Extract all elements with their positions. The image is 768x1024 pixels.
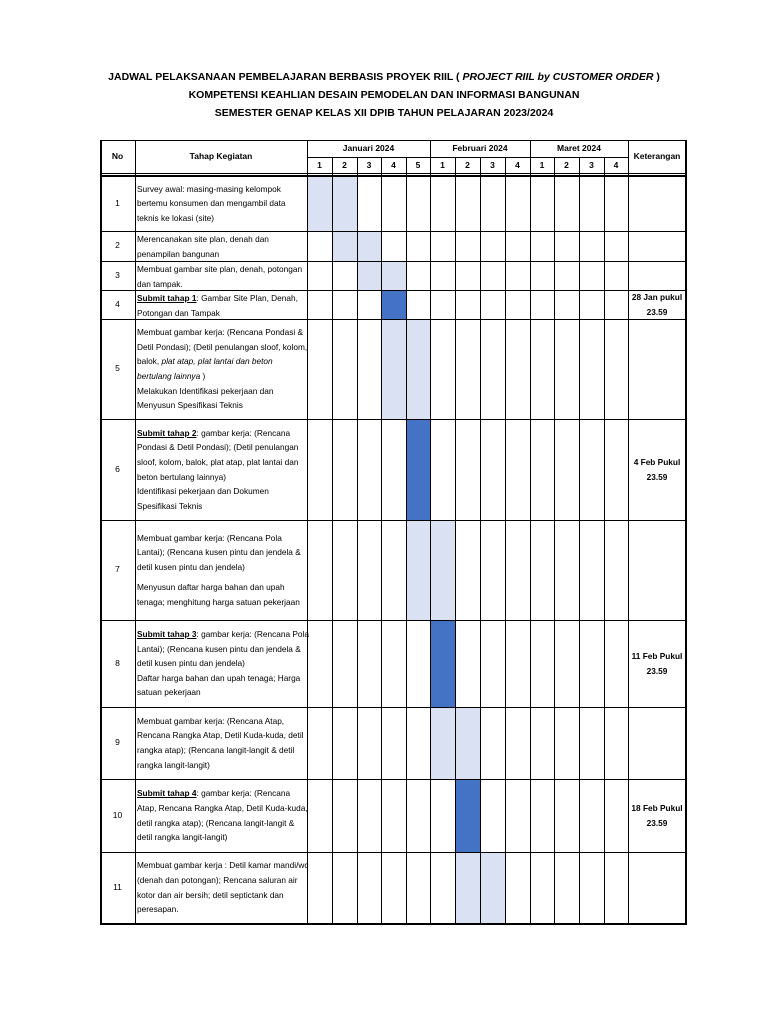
row-number: 5 bbox=[115, 363, 120, 373]
activity-description bbox=[137, 182, 309, 226]
week-divider bbox=[406, 157, 407, 923]
row-divider bbox=[100, 620, 686, 621]
row-number: 7 bbox=[115, 564, 120, 574]
week-divider bbox=[554, 157, 555, 923]
header-month: Februari 2024 bbox=[452, 143, 508, 153]
row-divider bbox=[100, 419, 686, 420]
schedule-bar-submit bbox=[430, 620, 455, 707]
schedule-bar-planned bbox=[332, 231, 357, 261]
table-border bbox=[100, 923, 686, 925]
activity-description bbox=[137, 858, 309, 916]
week-divider bbox=[505, 157, 506, 923]
activity-text: ) bbox=[200, 371, 206, 381]
week-divider bbox=[357, 157, 358, 923]
header-week: 3 bbox=[366, 160, 372, 170]
activity-description bbox=[137, 325, 309, 413]
schedule-bar-planned bbox=[406, 319, 430, 419]
week-divider bbox=[381, 157, 382, 923]
header-month: Maret 2024 bbox=[557, 143, 601, 153]
week-divider bbox=[530, 157, 531, 923]
row-number: 9 bbox=[115, 737, 120, 747]
schedule-bar-planned bbox=[430, 707, 455, 779]
table-border bbox=[100, 140, 686, 141]
activity-text: Membuat gambar kerja : Detil kamar mandi/wc (denah dan potongan); Rencana saluran air kotor dan air bersih; detil septictank dan peresapan. bbox=[137, 860, 309, 915]
header-week: 1 bbox=[317, 160, 322, 170]
submit-stage-label: Submit tahap 3 bbox=[137, 629, 197, 640]
activity-description bbox=[137, 627, 309, 700]
row-number: 2 bbox=[115, 240, 120, 250]
deadline-note: 28 Jan pukul 23.59 bbox=[631, 291, 683, 317]
table-border bbox=[100, 173, 686, 174]
header-week: 3 bbox=[490, 160, 495, 170]
activity-text: Membuat gambar kerja: (Rencana Pola Lantai); (Rencana kusen pintu dan jendela & detil kusen pintu dan jendela) bbox=[137, 532, 301, 572]
header-activity: Tahap Kegiatan bbox=[189, 151, 253, 161]
schedule-bar-submit bbox=[406, 419, 430, 520]
deadline-note: 11 Feb Pukul 23.59 bbox=[631, 650, 683, 676]
activity-text: Survey awal: masing-masing kelompok bertemu konsumen dan mengambil data teknis ke lokasi (site) bbox=[137, 183, 286, 223]
activity-text: : gambar kerja: (Rencana Pola Lantai); (Rencana kusen pintu dan jendela & detil kusen pintu dan jendela) bbox=[137, 629, 309, 669]
deadline-note: 4 Feb Pukul 23.59 bbox=[633, 456, 681, 482]
week-divider bbox=[430, 157, 431, 923]
header-month: Januari 2024 bbox=[342, 143, 395, 153]
week-divider bbox=[332, 157, 333, 923]
header-week: 4 bbox=[391, 160, 396, 170]
schedule-bar-planned bbox=[332, 176, 357, 231]
activity-text: Membuat gambar kerja: (Rencana Atap, Rencana Rangka Atap, Detil Kuda-kuda, detil rangka atap); (Rencana langit-langit & detil rangka langit-langit) bbox=[137, 715, 304, 770]
header-no: No bbox=[111, 151, 124, 161]
schedule-bar-planned bbox=[480, 852, 505, 923]
schedule-bar-submit bbox=[455, 779, 480, 852]
schedule-bar-planned bbox=[381, 319, 406, 419]
schedule-bar-planned bbox=[381, 261, 406, 290]
activity-text: Merencanakan site plan, denah dan penampilan bangunan bbox=[137, 234, 269, 259]
week-divider bbox=[604, 157, 605, 923]
header-week: 4 bbox=[515, 160, 520, 170]
activity-text: Menyusun daftar harga bahan dan upah tenaga; menghitung harga satuan pekerjaan bbox=[137, 582, 300, 607]
table-border bbox=[100, 175, 686, 177]
activity-description bbox=[137, 531, 309, 610]
row-divider bbox=[100, 707, 686, 708]
row-divider bbox=[100, 852, 686, 853]
activity-text: : Gambar Site Plan, Denah, Potongan dan Tampak bbox=[137, 293, 298, 318]
schedule-bar-submit bbox=[381, 290, 406, 319]
submit-stage-label: Submit tahap 1 bbox=[137, 293, 197, 303]
activity-text: Daftar harga bahan dan upah tenaga; Harga satuan pekerjaan bbox=[137, 672, 301, 698]
week-divider bbox=[480, 157, 481, 923]
activity-description bbox=[137, 714, 309, 772]
row-divider bbox=[100, 520, 686, 521]
schedule-bar-planned bbox=[357, 261, 381, 290]
activity-text: Identifikasi pekerjaan dan Dokumen Spesifikasi Teknis bbox=[137, 486, 269, 511]
schedule-bar-planned bbox=[455, 707, 480, 779]
header-week: 2 bbox=[564, 160, 569, 170]
submit-stage-label: Submit tahap 4 bbox=[137, 788, 197, 799]
row-number: 8 bbox=[115, 657, 120, 668]
row-number: 3 bbox=[115, 269, 120, 280]
row-number: 6 bbox=[115, 463, 120, 474]
schedule-bar-planned bbox=[357, 231, 381, 261]
header-week: 4 bbox=[613, 160, 619, 170]
deadline-note: 18 Feb Pukul 23.59 bbox=[631, 802, 683, 828]
submit-stage-label: Submit tahap 2 bbox=[137, 427, 197, 438]
header-week: 1 bbox=[440, 160, 445, 170]
activity-description bbox=[137, 262, 309, 291]
title-line-1: JADWAL PELAKSANAAN PEMBELAJARAN BERBASIS PROYEK RIIL ( PROJECT RIIL by CUSTOMER ORDER ) bbox=[108, 71, 660, 83]
header-week: 5 bbox=[415, 160, 421, 170]
week-divider bbox=[455, 157, 456, 923]
activity-description bbox=[137, 291, 309, 320]
title-line-2: KOMPETENSI KEAHLIAN DESAIN PEMODELAN DAN INFORMASI BANGUNAN bbox=[188, 89, 580, 101]
activity-text: Melakukan Identifikasi pekerjaan dan Menyusun Spesifikasi Teknis bbox=[137, 385, 274, 411]
activity-text: Membuat gambar site plan, denah, potongan dan tampak. bbox=[137, 264, 303, 289]
activity-description bbox=[137, 426, 309, 514]
column-divider bbox=[135, 140, 136, 923]
activity-description bbox=[137, 232, 309, 261]
header-remarks: Keterangan bbox=[633, 151, 681, 161]
schedule-bar-planned bbox=[307, 176, 332, 231]
row-number: 11 bbox=[113, 881, 122, 892]
header-week: 2 bbox=[465, 160, 470, 170]
activity-text: : gambar kerja: (Rencana Atap, Rencana Rangka Atap, Detil Kuda-kuda, detil rangka atap); (Rencana langit-langit & detil rangka langit-langit) bbox=[137, 788, 308, 843]
title-line-3: SEMESTER GENAP KELAS XII DPIB TAHUN PELAJARAN 2023/2024 bbox=[214, 107, 554, 119]
schedule-bar-planned bbox=[406, 520, 430, 620]
activity-description bbox=[137, 786, 309, 844]
row-divider bbox=[100, 779, 686, 780]
header-week: 1 bbox=[539, 160, 545, 170]
header-week: 3 bbox=[589, 160, 594, 170]
table-border bbox=[100, 140, 102, 925]
week-divider bbox=[579, 157, 580, 923]
schedule-bar-planned bbox=[455, 852, 480, 923]
row-number: 1 bbox=[115, 197, 120, 208]
header-week: 2 bbox=[342, 160, 347, 170]
activity-text: : gambar kerja: (Rencana Pondasi & Detil Pondasi); (Detil penulangan sloof, kolom, balok, plat atap, plat lantai dan beton bertulang lainnya) bbox=[137, 427, 299, 482]
row-number: 10 bbox=[112, 809, 123, 820]
schedule-bar-planned bbox=[430, 520, 455, 620]
activity-text: Membuat gambar kerja: (Rencana Pondasi & Detil Pondasi); (Detil penulangan sloof, kolom, balok, bbox=[137, 327, 308, 367]
row-number: 4 bbox=[115, 298, 120, 309]
activity-text: plat atap, plat lantai dan beton bertulang lainnya bbox=[137, 356, 273, 381]
